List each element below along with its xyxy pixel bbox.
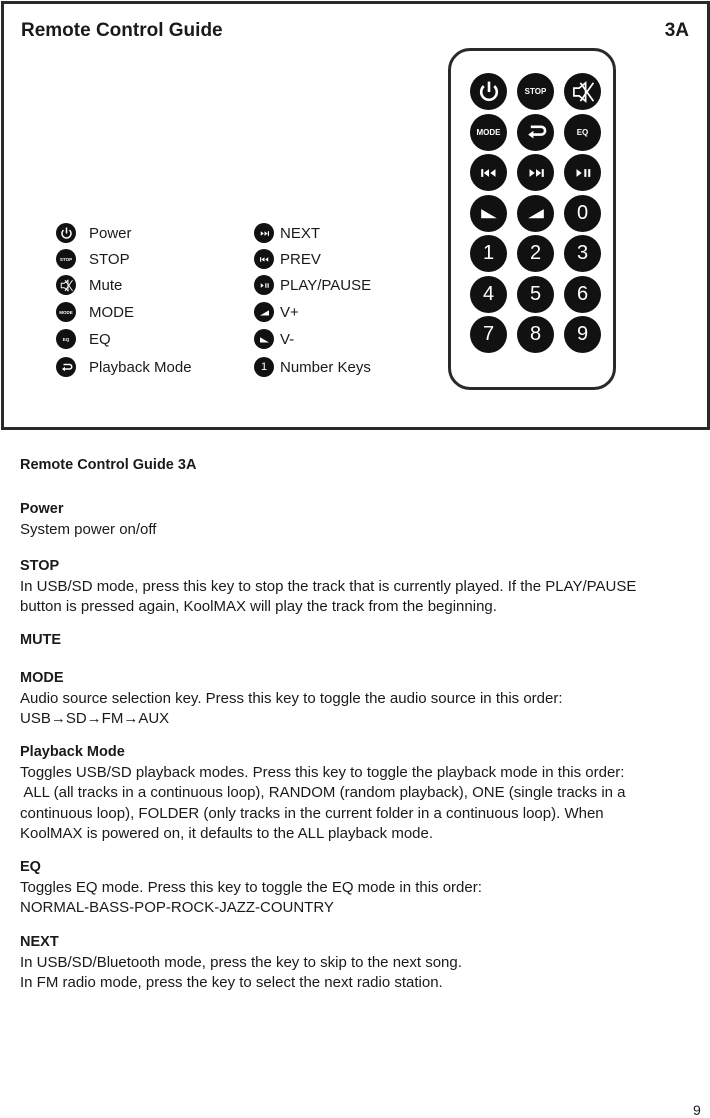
section-text-line: NORMAL-BASS-POP-ROCK-JAZZ-COUNTRY <box>20 899 334 916</box>
section-text-line: In USB/SD mode, press this key to stop the track that is currently played. If the PLAY/PAUSE <box>20 577 637 595</box>
vol-up-icon <box>254 302 274 322</box>
playpause-icon <box>254 275 274 295</box>
section-heading: NEXT <box>20 934 59 950</box>
legend-item-number-keys <box>254 356 371 378</box>
remote-button-5 <box>517 276 554 313</box>
section-eq <box>20 857 700 919</box>
mute-icon <box>570 79 596 105</box>
remote-button-next <box>517 154 554 191</box>
section-next <box>20 932 700 994</box>
section-heading: Power <box>20 501 64 517</box>
remote-button-mode <box>470 114 507 151</box>
section-heading: Playback Mode <box>20 744 125 760</box>
eq-icon: EQ <box>576 127 589 137</box>
number-1-icon: 1 <box>482 242 495 264</box>
legend-label: PLAY/PAUSE <box>280 276 372 294</box>
remote-button-1 <box>470 235 507 272</box>
number-4-icon: 4 <box>482 282 495 305</box>
remote-button-stop <box>517 73 554 110</box>
section-heading: MUTE <box>20 632 62 648</box>
next-icon <box>523 160 549 186</box>
number-9-icon: 9 <box>576 323 589 345</box>
legend-label: EQ <box>89 330 111 348</box>
page-number: 9 <box>693 1102 701 1118</box>
section-text-line: Audio source selection key. Press this key to toggle the audio source in this order: <box>20 689 563 707</box>
remote-button-eq <box>564 114 601 151</box>
eq-icon <box>56 329 76 349</box>
section-text-line: USB→SD→FM→AUX <box>20 710 170 727</box>
stop-icon <box>56 249 76 269</box>
legend-item-play-pause <box>254 274 371 296</box>
remote-button-vol-up <box>517 195 554 232</box>
legend-label: Mute <box>89 276 123 294</box>
legend-label: Number Keys <box>280 358 371 376</box>
remote-button-8 <box>517 316 554 353</box>
section-text-line: System power on/off <box>20 520 157 538</box>
legend-label: STOP <box>89 250 130 268</box>
legend-item-v- <box>254 301 299 323</box>
remote-button-repeat <box>517 114 554 151</box>
remote-button-3 <box>564 235 601 272</box>
legend-label: NEXT <box>280 224 321 242</box>
power-icon <box>56 223 76 243</box>
section-playback-mode <box>20 742 700 845</box>
number-5-icon: 5 <box>529 282 542 305</box>
legend-item-playback-mode <box>56 356 192 378</box>
remote-button-playpause <box>564 154 601 191</box>
legend-item-eq <box>56 328 111 350</box>
legend-label: Playback Mode <box>89 358 192 376</box>
legend-item-stop <box>56 248 130 270</box>
remote-button-prev <box>470 154 507 191</box>
repeat-icon <box>56 357 76 377</box>
section-heading: MODE <box>20 670 64 686</box>
remote-button-0 <box>564 195 601 232</box>
number-Number Keys-icon <box>254 357 274 377</box>
section-heading: STOP <box>20 558 60 574</box>
vol-down-icon <box>476 200 502 226</box>
remote-button-vol-down <box>470 195 507 232</box>
section-heading: EQ <box>20 859 41 875</box>
legend-item-power <box>56 222 132 244</box>
playpause-icon <box>570 160 596 186</box>
mute-icon <box>56 275 76 295</box>
remote-button-7 <box>470 316 507 353</box>
legend-item-mute <box>56 274 122 296</box>
remote-control-illustration <box>448 48 616 390</box>
legend-item-next <box>254 222 320 244</box>
section-text-line: Toggles USB/SD playback modes. Press this key to toggle the playback mode in this order: <box>20 763 625 781</box>
section-text-line: ALL (all tracks in a continuous loop), RANDOM (random playback), ONE (single tracks in a <box>20 784 626 801</box>
legend-label: V+ <box>280 303 299 321</box>
section-text-line: In USB/SD/Bluetooth mode, press the key to skip to the next song. <box>20 953 462 971</box>
vol-down-icon <box>254 329 274 349</box>
section-power <box>20 499 700 540</box>
panel-title: Remote Control Guide <box>21 20 223 41</box>
icon-text: EQ <box>62 336 70 342</box>
section-stop <box>20 556 700 618</box>
legend-item-mode <box>56 301 134 323</box>
section-text-line: In FM radio mode, press the key to select the next radio station. <box>20 974 443 991</box>
mode-icon: MODE <box>476 127 501 137</box>
remote-guide-panel <box>1 1 710 430</box>
icon-text: MODE <box>59 309 73 315</box>
remote-button-4 <box>470 276 507 313</box>
section-mute <box>20 630 700 651</box>
section-text-line: continuous loop), FOLDER (only tracks in the current folder in a continuous loop). When <box>20 804 604 822</box>
legend-item-v- <box>254 328 294 350</box>
repeat-icon <box>523 119 549 145</box>
remote-button-9 <box>564 316 601 353</box>
next-icon <box>254 223 274 243</box>
vol-up-icon <box>523 200 549 226</box>
remote-button-mute <box>564 73 601 110</box>
remote-button-power <box>470 73 507 110</box>
prev-icon <box>476 160 502 186</box>
section-text-line: button is pressed again, KoolMAX will play the track from the beginning. <box>20 598 497 615</box>
number-3-icon: 3 <box>576 242 589 264</box>
panel-model: 3A <box>664 20 689 41</box>
power-icon <box>476 79 502 105</box>
doc-title: Remote Control Guide 3A <box>20 457 197 473</box>
icon-text: 1 <box>260 361 268 373</box>
number-7-icon: 7 <box>482 323 495 345</box>
number-0-icon: 0 <box>576 201 589 224</box>
legend-label: MODE <box>89 303 134 321</box>
section-text-line: KoolMAX is powered on, it defaults to the ALL playback mode. <box>20 825 434 842</box>
section-mode <box>20 668 700 730</box>
number-2-icon: 2 <box>529 242 542 264</box>
remote-button-6 <box>564 276 601 313</box>
prev-icon <box>254 249 274 269</box>
icon-text: STOP <box>59 256 73 262</box>
legend-label: V- <box>280 330 295 348</box>
number-8-icon: 8 <box>529 323 542 345</box>
legend-label: PREV <box>280 250 321 268</box>
mode-icon <box>56 302 76 322</box>
number-6-icon: 6 <box>576 282 589 305</box>
stop-icon: STOP <box>524 87 547 96</box>
section-text-line: Toggles EQ mode. Press this key to toggle the EQ mode in this order: <box>20 878 482 896</box>
legend-item-prev <box>254 248 321 270</box>
legend-label: Power <box>89 224 132 242</box>
remote-button-2 <box>517 235 554 272</box>
